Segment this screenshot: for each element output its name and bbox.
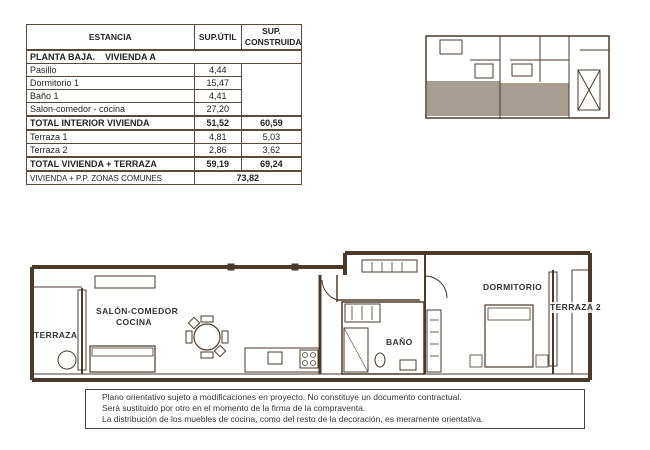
room-construida bbox=[241, 103, 301, 117]
header-sup-construida-line2: CONSTRUIDA bbox=[244, 37, 302, 47]
entrance-door-swing bbox=[322, 280, 337, 300]
table-row bbox=[27, 103, 302, 117]
pillar bbox=[228, 264, 234, 270]
sink bbox=[268, 352, 282, 364]
terrace2-sliding-door bbox=[549, 272, 557, 366]
chair bbox=[222, 331, 228, 343]
table-row bbox=[27, 144, 302, 158]
bedroom-wardrobe bbox=[427, 310, 441, 372]
room-util: 27,20 bbox=[194, 103, 241, 117]
note-line: Plano orientativo sujeto a modificaciones en proyecto. No constituye un documento contractual. bbox=[102, 392, 462, 402]
toilet bbox=[375, 353, 385, 367]
chair bbox=[188, 317, 199, 328]
kitchen-shelf bbox=[95, 276, 155, 288]
key-plan-stair bbox=[578, 70, 600, 110]
hall-wardrobe bbox=[362, 260, 417, 272]
room-util: 4,41 bbox=[194, 90, 241, 103]
bedroom-door-swing bbox=[425, 276, 447, 298]
label-terraza-2: TERRAZA 2 bbox=[550, 302, 601, 312]
terrace-name: Terraza 1 bbox=[27, 130, 195, 144]
total-interior-util: 51,52 bbox=[194, 116, 241, 130]
room-name: Pasillo bbox=[27, 64, 195, 77]
burner bbox=[311, 353, 316, 358]
total-vivienda-row bbox=[27, 157, 302, 171]
label-terraza: TERRAZA bbox=[34, 330, 78, 340]
burner bbox=[311, 361, 316, 366]
burner bbox=[303, 361, 308, 366]
highlighted-unit bbox=[427, 83, 569, 116]
shower-line bbox=[344, 328, 368, 372]
terrace-sliding-door bbox=[78, 290, 86, 370]
key-plan-outline bbox=[426, 36, 609, 118]
label-bano: BAÑO bbox=[386, 337, 413, 347]
header-estancia: ESTANCIA bbox=[27, 25, 195, 51]
room-util: 15,47 bbox=[194, 77, 241, 90]
room-construida bbox=[241, 90, 301, 103]
total-interior-row bbox=[27, 116, 302, 130]
section-title: PLANTA BAJA. VIVIENDA A bbox=[27, 50, 302, 64]
terrace-util: 4,81 bbox=[194, 130, 241, 144]
total-interior-construida: 60,59 bbox=[241, 116, 301, 130]
terrace-name: Terraza 2 bbox=[27, 144, 195, 158]
table-row bbox=[27, 77, 302, 90]
key-plan-drawing bbox=[426, 36, 609, 118]
total-vivienda-construida: 69,24 bbox=[241, 157, 301, 171]
key-plan-room bbox=[512, 64, 532, 76]
burner bbox=[303, 353, 308, 358]
terrace-util: 2,86 bbox=[194, 144, 241, 158]
label-dormitorio: DORMITORIO bbox=[483, 282, 543, 292]
pillar bbox=[292, 264, 298, 270]
room-name: Salon-comedor - cocina bbox=[27, 103, 195, 117]
terrace-construida: 3,62 bbox=[241, 144, 301, 158]
sofa bbox=[90, 346, 155, 372]
chair bbox=[214, 345, 225, 356]
dining-table bbox=[194, 324, 220, 350]
bath-cabinet bbox=[345, 304, 380, 322]
key-plan-stair-line bbox=[578, 70, 600, 110]
chair bbox=[201, 316, 213, 322]
note-line: Será sustituido por otro en el momento de la firma de la compraventa. bbox=[102, 403, 366, 413]
kitchen-counter bbox=[245, 348, 320, 372]
key-plan-room bbox=[440, 40, 462, 54]
total-vivienda-util: 59,19 bbox=[194, 157, 241, 171]
label-cocina: COCINA bbox=[116, 317, 152, 327]
key-plan-stair-line bbox=[578, 70, 600, 110]
table-row bbox=[27, 130, 302, 144]
header-sup-construida bbox=[241, 25, 301, 51]
common-value: 73,82 bbox=[194, 171, 301, 185]
sofa-back bbox=[92, 348, 153, 356]
nightstand bbox=[470, 355, 482, 367]
chair bbox=[201, 352, 213, 358]
header-sup-util: SUP.ÚTIL bbox=[194, 25, 241, 51]
table-row bbox=[27, 64, 302, 77]
room-name: Dormitorio 1 bbox=[27, 77, 195, 90]
bed bbox=[485, 305, 533, 367]
terrace-construida: 5,03 bbox=[241, 130, 301, 144]
label-salon-comedor: SALÓN-COMEDOR bbox=[96, 306, 179, 316]
room-construida bbox=[241, 77, 301, 90]
washing-machine bbox=[58, 351, 76, 369]
common-label: VIVIENDA + P.P. ZONAS COMUNES bbox=[27, 171, 195, 185]
washbasin bbox=[400, 360, 416, 370]
shower bbox=[344, 328, 368, 372]
room-construida bbox=[241, 64, 301, 77]
disclaimer-notes bbox=[85, 389, 585, 429]
note-line: La distribución de los muebles de cocina, como del resto de la decoración, es meramente orientativa. bbox=[102, 414, 484, 424]
surface-table bbox=[26, 24, 302, 185]
chair bbox=[186, 331, 192, 343]
nightstand bbox=[536, 355, 548, 367]
room-util: 4,44 bbox=[194, 64, 241, 77]
room-name: Baño 1 bbox=[27, 90, 195, 103]
hob bbox=[300, 350, 318, 368]
pillows bbox=[488, 308, 530, 320]
header-sup-construida-line1: SUP. bbox=[262, 26, 281, 36]
total-vivienda-label: TOTAL VIVIENDA + TERRAZA bbox=[27, 157, 195, 171]
total-interior-label: TOTAL INTERIOR VIVIENDA bbox=[27, 116, 195, 130]
table-row bbox=[27, 90, 302, 103]
common-row bbox=[27, 171, 302, 185]
key-plan-room bbox=[475, 64, 493, 78]
